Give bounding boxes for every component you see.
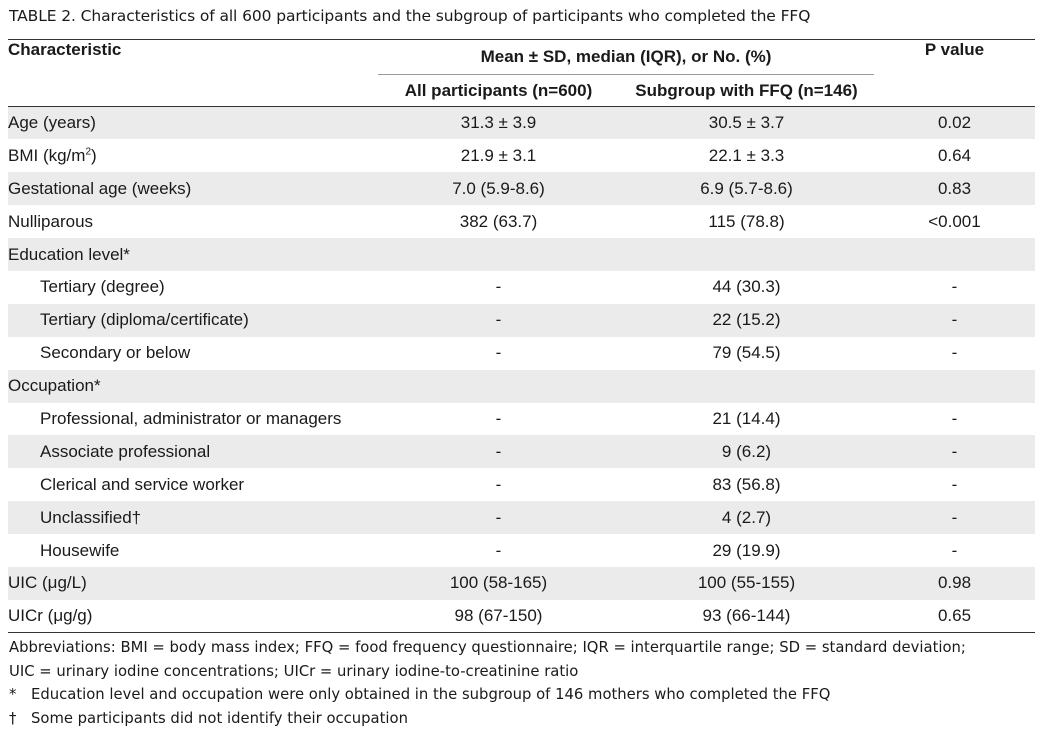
- cell-subgroup: 6.9 (5.7-8.6): [700, 178, 793, 198]
- header-p-value: P value: [874, 40, 1035, 107]
- footnote-mark-dagger: †: [9, 709, 17, 727]
- footnote-occupation: [9, 707, 966, 731]
- table-row: [8, 600, 1035, 633]
- cell-all: -: [495, 540, 502, 560]
- row-label: Professional, administrator or managers: [40, 408, 342, 428]
- row-label: Associate professional: [40, 441, 211, 461]
- table-row: [8, 435, 1035, 468]
- table-row: [8, 304, 1035, 337]
- row-label: Nulliparous: [8, 211, 94, 231]
- cell-subgroup: 9 (6.2): [721, 441, 772, 461]
- cell-all: 7.0 (5.9-8.6): [452, 178, 545, 198]
- cell-p-value: <0.001: [928, 211, 981, 231]
- row-label: UIC (μg/L): [8, 573, 87, 593]
- cell-p-value: -: [951, 540, 958, 560]
- footnote-text: Education level and occupation were only obtained in the subgroup of 146 mothers who completed the FFQ: [31, 686, 831, 703]
- abbreviations-line-1: Abbreviations: BMI = body mass index; FFQ = food frequency questionnaire; IQR = interquartile range; SD = standard deviation;: [9, 639, 966, 656]
- cell-all: -: [495, 310, 502, 330]
- table-row: [8, 139, 1035, 172]
- cell-subgroup: 79 (54.5): [712, 343, 781, 363]
- cell-subgroup: 44 (30.3): [712, 277, 781, 297]
- footnote-mark-asterisk: *: [9, 686, 17, 703]
- cell-p-value: -: [951, 408, 958, 428]
- cell-subgroup: 22.1 ± 3.3: [708, 145, 785, 165]
- cell-p-value: 0.83: [937, 178, 972, 198]
- cell-subgroup: [619, 370, 874, 403]
- cell-subgroup: 30.5 ± 3.7: [708, 113, 785, 133]
- cell-p-value: 0.02: [937, 113, 972, 133]
- cell-subgroup: 4 (2.7): [721, 507, 772, 527]
- cell-all: -: [495, 408, 502, 428]
- row-label: Education level*: [8, 244, 130, 264]
- table-row: [8, 567, 1035, 600]
- row-label: UICr (μg/g): [8, 600, 378, 633]
- cell-subgroup: 22 (15.2): [712, 310, 781, 330]
- cell-p-value: 0.65: [874, 600, 1035, 633]
- table-row: [8, 534, 1035, 567]
- footnote-text: Some participants did not identify their occupation: [31, 709, 408, 727]
- row-label: Tertiary (diploma/certificate): [40, 310, 249, 330]
- row-label: Housewife: [40, 540, 120, 560]
- cell-all: -: [495, 507, 502, 527]
- cell-all: [378, 370, 619, 403]
- table-row: [8, 403, 1035, 436]
- cell-subgroup: 115 (78.8): [708, 211, 785, 231]
- cell-all: 382 (63.7): [459, 211, 538, 231]
- cell-subgroup: 100 (55-155): [697, 573, 796, 593]
- footnote-education: [9, 683, 966, 707]
- cell-p-value: -: [951, 277, 958, 297]
- cell-subgroup: 21 (14.4): [712, 408, 781, 428]
- row-label: Unclassified†: [40, 507, 142, 527]
- cell-all: -: [495, 441, 502, 461]
- table-row: [8, 501, 1035, 534]
- header-group: Mean ± SD, median (IQR), or No. (%): [378, 40, 874, 75]
- cell-subgroup: 83 (56.8): [712, 474, 781, 494]
- cell-subgroup: [619, 238, 874, 271]
- row-label: Occupation*: [8, 376, 101, 396]
- cell-all: -: [495, 474, 502, 494]
- row-label: BMI $(kg/m^2)$: [8, 145, 97, 165]
- cell-p-value: [874, 370, 1035, 403]
- cell-all: -: [495, 277, 502, 297]
- cell-all: -: [495, 343, 502, 363]
- row-label: Gestational age (weeks): [8, 178, 192, 198]
- row-label: Age (years): [8, 113, 96, 133]
- table-row: [8, 205, 1035, 238]
- table-row: [8, 271, 1035, 304]
- header-all-participants: All participants (n=600): [378, 75, 619, 107]
- cell-all: [378, 238, 619, 271]
- table-caption: TABLE 2. Characteristics of all 600 participants and the subgroup of participants who completed the FFQ: [9, 7, 811, 25]
- cell-all: 21.9 ± 3.1: [460, 145, 537, 165]
- row-label: Clerical and service worker: [40, 474, 245, 494]
- cell-p-value: 0.64: [937, 145, 972, 165]
- cell-p-value: -: [951, 507, 958, 527]
- row-label: Tertiary (degree): [40, 277, 165, 297]
- cell-subgroup: 29 (19.9): [712, 540, 781, 560]
- abbreviations-line-2: UIC = urinary iodine concentrations; UICr = urinary iodine-to-creatinine ratio: [9, 662, 579, 680]
- table-row: [8, 107, 1035, 140]
- table-notes: [9, 636, 966, 730]
- cell-p-value: 0.98: [937, 573, 972, 593]
- cell-subgroup: 93 (66-144): [619, 600, 874, 633]
- cell-p-value: [874, 238, 1035, 271]
- table-row: [8, 337, 1035, 370]
- table-row: [8, 172, 1035, 205]
- row-label: Secondary or below: [40, 343, 191, 363]
- cell-all: 100 (58-165): [449, 573, 548, 593]
- header-characteristic: Characteristic: [8, 40, 378, 107]
- cell-p-value: -: [951, 343, 958, 363]
- cell-p-value: -: [951, 441, 958, 461]
- cell-p-value: -: [951, 474, 958, 494]
- table-row: [8, 370, 1035, 403]
- cell-p-value: -: [951, 310, 958, 330]
- header-subgroup: Subgroup with FFQ (n=146): [619, 75, 874, 107]
- cell-all: 98 (67-150): [378, 600, 619, 633]
- table-row: [8, 238, 1035, 271]
- cell-all: 31.3 ± 3.9: [460, 113, 537, 133]
- table-row: [8, 468, 1035, 501]
- characteristics-table: [8, 39, 1035, 633]
